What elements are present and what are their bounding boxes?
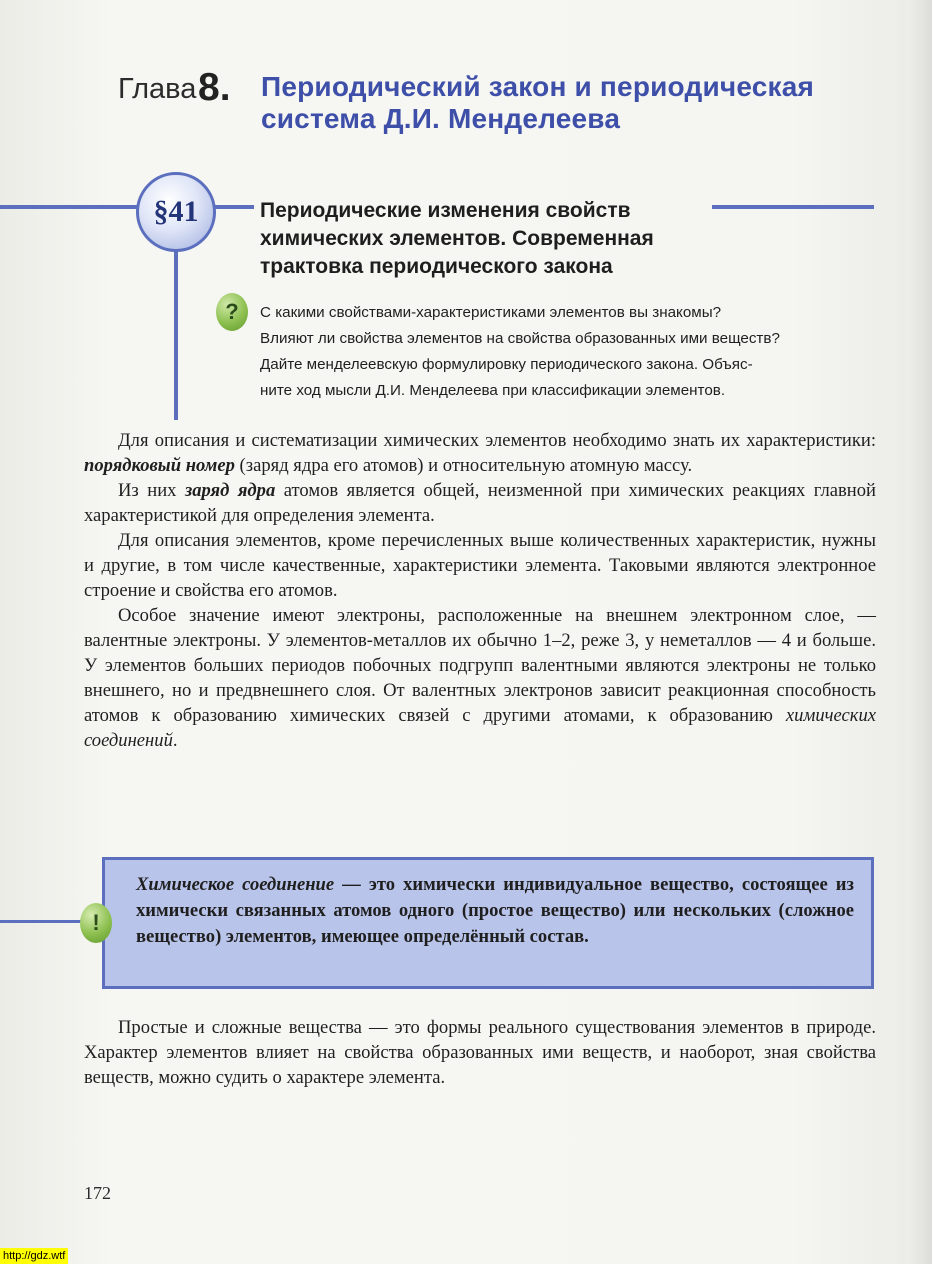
paragraph-text: атомов является общей, неизменной при химических реакциях главной характеристикой для определения элемента. <box>84 480 876 526</box>
paragraph-1 <box>84 428 876 478</box>
section-rule-vertical <box>174 250 178 420</box>
question-line: С какими свойствами-характеристиками элементов вы знакомы? <box>260 304 722 321</box>
paragraph-5: Простые и сложные вещества — это формы реального существования элементов в природе. Характер элементов влияет на свойства образованных ими веществ, и наоборот, зная свойства веществ, можно судить о характере элемента. <box>84 1017 876 1088</box>
chapter-label: Глава <box>118 73 197 105</box>
main-text <box>84 428 876 753</box>
term-nuclear-charge: заряд ядра <box>184 480 276 501</box>
question-icon: ? <box>216 293 248 331</box>
question-line: ните ход мысли Д.И. Менделеева при классификации элементов. <box>260 382 726 399</box>
section-number: §41 <box>153 195 199 228</box>
section-title <box>260 197 760 281</box>
section-rule-mid <box>214 205 254 209</box>
chapter-title <box>261 71 901 135</box>
paragraph-text: . <box>172 730 178 751</box>
chapter-number: 8. <box>198 66 231 109</box>
paragraph-text: Для описания и систематизации химических элементов необходимо знать их характеристики: <box>118 430 876 451</box>
paragraph-text: Особое значение имеют электроны, расположенные на внешнем электронном слое, — валентные электроны. У элементов-металлов их обычно 1–2, реже 3, у неметаллов — 4 и больше. У элементов больших периодов побочных подгрупп валентными являются электроны не только внешнего, но и предвнешнего слоя. От валентных электронов зависит реакционная способность атомов к образованию химических связей с другими атомами, к образованию <box>84 605 876 726</box>
review-questions <box>260 300 880 404</box>
chapter-title-line: Периодический закон и периодическая <box>261 71 815 102</box>
section-title-line: химических элементов. Современная <box>260 227 654 250</box>
question-line: Влияют ли свойства элементов на свойства образованных ими веществ? <box>260 330 780 347</box>
term-ordinal-number: порядковый номер <box>84 455 235 476</box>
term-chemical-compounds: химических соединений <box>84 705 876 751</box>
section-title-line: Периодические изменения свойств <box>260 199 631 222</box>
paragraph-4 <box>84 603 876 753</box>
section-badge <box>136 172 216 252</box>
definition-body: — это химически индивидуальное вещество, состоящее из химически связанных атомов одного (простое вещество) или нескольких (сложное вещество) элементов, имеющее определённый состав. <box>136 874 854 947</box>
section-rule-left <box>0 205 138 209</box>
watermark-link[interactable]: http://gdz.wtf <box>0 1248 68 1264</box>
definition-rule-left <box>0 920 84 923</box>
paragraph-text: Из них <box>118 480 185 501</box>
paragraph-2 <box>84 478 876 528</box>
paragraph-3: Для описания элементов, кроме перечисленных выше количественных характеристик, нужны и другие, в том числе качественные, характеристики элемента. Таковыми являются электронное строение и свойства его атомов. <box>84 530 876 601</box>
paragraph-text: (заряд ядра его атомов) и относительную атомную массу. <box>234 455 693 476</box>
page-number: 172 <box>84 1183 111 1203</box>
section-title-line: трактовка периодического закона <box>260 255 613 278</box>
definition-text <box>136 872 854 950</box>
closing-text <box>84 1015 876 1090</box>
exclamation-icon: ! <box>80 903 112 943</box>
question-line: Дайте менделеевскую формулировку периодического закона. Объяс- <box>260 356 753 373</box>
chapter-title-line: система Д.И. Менделеева <box>261 103 621 134</box>
page-edge-shadow <box>910 0 932 1264</box>
definition-term: Химическое соединение <box>136 874 335 895</box>
